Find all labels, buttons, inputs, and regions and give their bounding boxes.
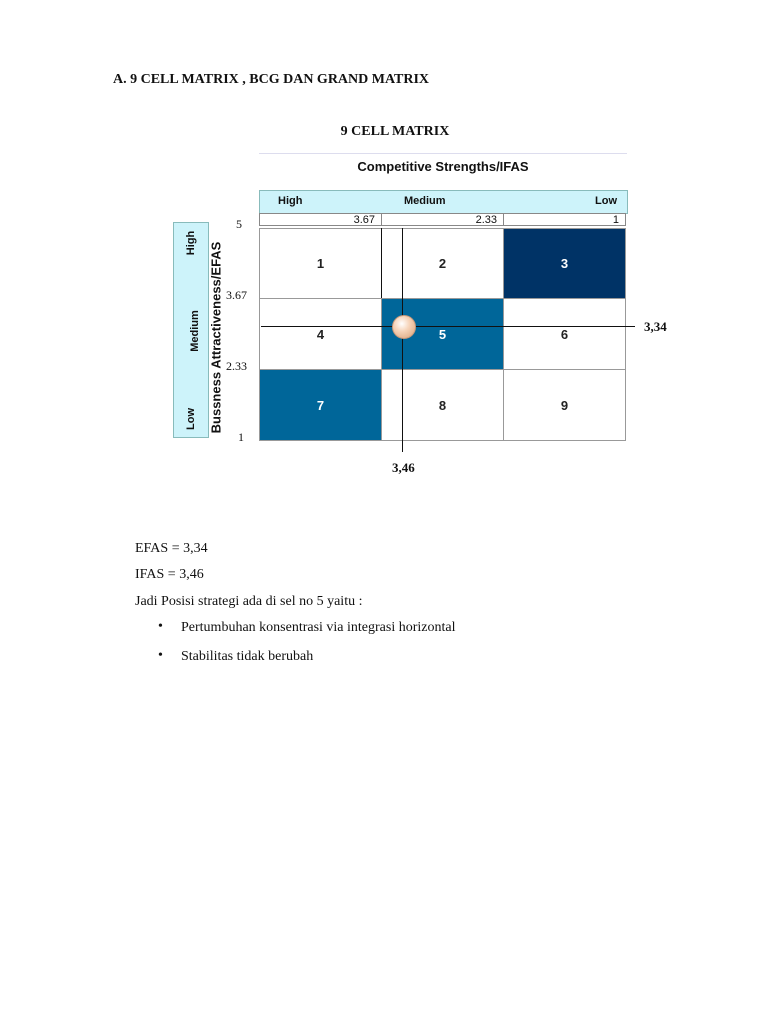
efas-line (261, 326, 635, 327)
cell-2: 2 (381, 228, 504, 299)
x-level-high: High (278, 195, 303, 207)
section-heading: A. 9 CELL MATRIX , BCG DAN GRAND MATRIX (113, 72, 430, 87)
cell-5: 5 (381, 298, 504, 370)
y-level-medium: Medium (188, 310, 201, 352)
y-axis-title: Bussness Attractiveness/EFAS (208, 241, 224, 434)
cell-3: 3 (503, 228, 626, 299)
y-tick-1: 1 (238, 430, 244, 444)
cell-7: 7 (259, 369, 382, 441)
list-item: • Pertumbuhan konsentrasi via integrasi horizontal (155, 620, 456, 636)
matrix-divider-line (381, 228, 382, 298)
x-scale-3: 1 (503, 213, 626, 226)
y-tick-5: 5 (236, 217, 242, 231)
cell-9: 9 (503, 369, 626, 441)
cell-4: 4 (259, 298, 382, 370)
conclusion-text: Jadi Posisi strategi ada di sel no 5 yaitu : (135, 594, 363, 609)
x-level-header (259, 190, 628, 214)
x-scale-1: 3.67 (259, 213, 382, 226)
cell-1: 1 (259, 228, 382, 299)
efas-text: EFAS = 3,34 (135, 541, 208, 556)
y-level-high: High (184, 230, 197, 256)
x-axis-title: Competitive Strengths/IFAS (259, 153, 627, 182)
matrix-title: 9 CELL MATRIX (340, 124, 450, 139)
cell-6: 6 (503, 298, 626, 370)
x-scale-2: 2.33 (381, 213, 504, 226)
position-marker (392, 315, 416, 339)
x-scale-row (259, 213, 626, 227)
list-item: • Stabilitas tidak berubah (155, 649, 456, 665)
nine-cell-matrix (0, 0, 768, 500)
efas-value-label: 3,34 (644, 319, 667, 334)
y-level-low: Low (185, 408, 197, 430)
y-tick-3-67: 3.67 (226, 288, 247, 302)
strategy-list (155, 620, 456, 678)
ifas-text: IFAS = 3,46 (135, 567, 204, 582)
x-level-low: Low (595, 195, 617, 207)
cell-8: 8 (381, 369, 504, 441)
y-tick-2-33: 2.33 (226, 359, 247, 373)
x-level-medium: Medium (404, 195, 446, 207)
ifas-line (402, 228, 403, 452)
ifas-value-label: 3,46 (392, 460, 415, 475)
